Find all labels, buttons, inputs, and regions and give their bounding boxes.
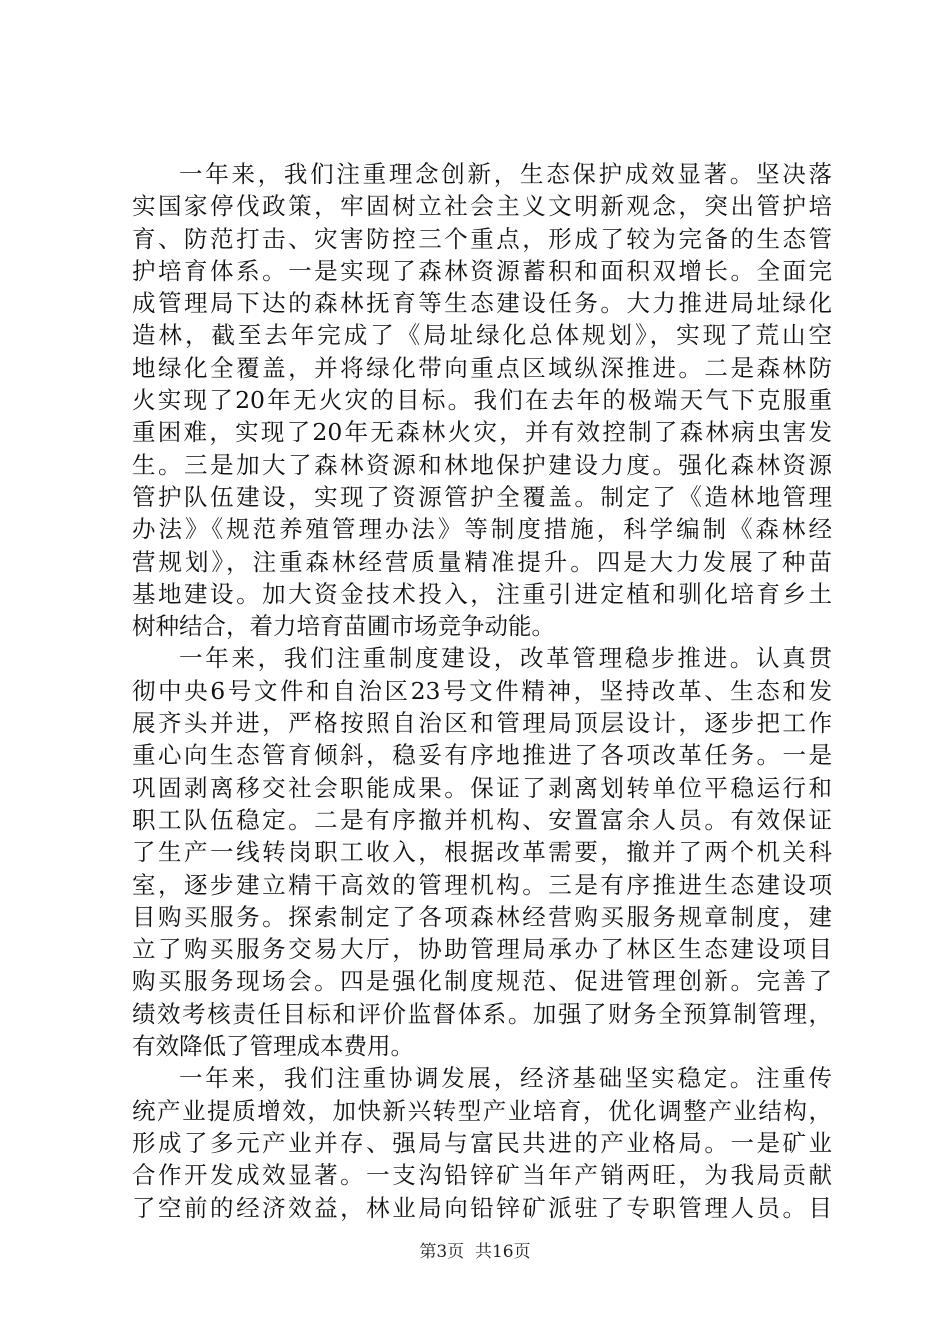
text-line: 基地建设。加大资金技术投入，注重引进定植和驯化培育乡土 <box>132 579 832 608</box>
text-line: 一年来，我们注重理念创新，生态保护成效显著。坚决落 <box>179 160 832 188</box>
text-line: 地绿化全覆盖，并将绿化带向重点区域纵深推进。二是森林防 <box>132 353 832 382</box>
text-line: 有效降低了管理成本费用。 <box>132 1032 414 1061</box>
text-line: 统产业提质增效，加快新兴转型产业培育，优化调整产业结构， <box>132 1096 832 1125</box>
text-line: 重困难，实现了20年无森林火灾，并有效控制了森林病虫害发 <box>132 418 832 447</box>
text-line: 巩固剥离移交社会职能成果。保证了剥离划转单位平稳运行和 <box>132 773 832 802</box>
text-line: 立了购买服务交易大厅，协助管理局承办了林区生态建设项目 <box>132 935 832 964</box>
text-line: 实国家停伐政策，牢固树立社会主义文明新观念，突出管护培 <box>132 192 832 221</box>
text-line: 一年来，我们注重制度建设，改革管理稳步推进。认真贯 <box>179 644 832 673</box>
text-line: 育、防范打击、灾害防控三个重点，形成了较为完备的生态管 <box>132 224 832 253</box>
text-line: 树种结合，着力培育苗圃市场竞争动能。 <box>132 612 555 641</box>
text-line: 护培育体系。一是实现了森林资源蓄积和面积双增长。全面完 <box>132 256 832 285</box>
page-number: 第3页 共16页 <box>419 1242 531 1262</box>
body-text <box>132 158 832 1224</box>
text-line: 管护队伍建设，实现了资源管护全覆盖。制定了《造林地管理 <box>132 482 832 511</box>
text-line: 造林，截至去年完成了《局址绿化总体规划》，实现了荒山空 <box>132 321 832 350</box>
text-line: 展齐头并进，严格按照自治区和管理局顶层设计，逐步把工作 <box>132 709 832 738</box>
text-line: 了空前的经济效益，林业局向铅锌矿派驻了专职管理人员。目 <box>132 1193 832 1222</box>
text-line: 职工队伍稳定。二是有序撤并机构、安置富余人员。有效保证 <box>132 805 832 834</box>
text-line: 形成了多元产业并存、强局与富民共进的产业格局。一是矿业 <box>132 1128 832 1157</box>
text-line: 绩效考核责任目标和评价监督体系。加强了财务全预算制管理， <box>132 999 832 1028</box>
text-line: 了生产一线转岗职工收入，根据改革需要，撤并了两个机关科 <box>132 838 832 867</box>
text-line: 彻中央6号文件和自治区23号文件精神，坚持改革、生态和发 <box>132 676 832 705</box>
text-line: 火实现了20年无火灾的目标。我们在去年的极端天气下克服重 <box>132 386 832 415</box>
text-line: 一年来，我们注重协调发展，经济基础坚实稳定。注重传 <box>179 1064 832 1093</box>
text-line: 购买服务现场会。四是强化制度规范、促进管理创新。完善了 <box>132 967 832 996</box>
text-line: 办法》《规范养殖管理办法》等制度措施，科学编制《森林经 <box>132 515 832 544</box>
text-line: 成管理局下达的森林抚育等生态建设任务。大力推进局址绿化 <box>132 289 832 318</box>
page-footer <box>0 1241 950 1263</box>
text-line: 生。三是加大了森林资源和林地保护建设力度。强化森林资源 <box>132 450 832 479</box>
text-line: 重心向生态管育倾斜，稳妥有序地推进了各项改革任务。一是 <box>132 741 832 770</box>
text-line: 目购买服务。探索制定了各项森林经营购买服务规章制度，建 <box>132 902 832 931</box>
text-line: 室，逐步建立精干高效的管理机构。三是有序推进生态建设项 <box>132 870 832 899</box>
text-line: 合作开发成效显著。一支沟铅锌矿当年产销两旺，为我局贡献 <box>132 1161 832 1190</box>
text-line: 营规划》，注重森林经营质量精准提升。四是大力发展了种苗 <box>132 547 832 576</box>
